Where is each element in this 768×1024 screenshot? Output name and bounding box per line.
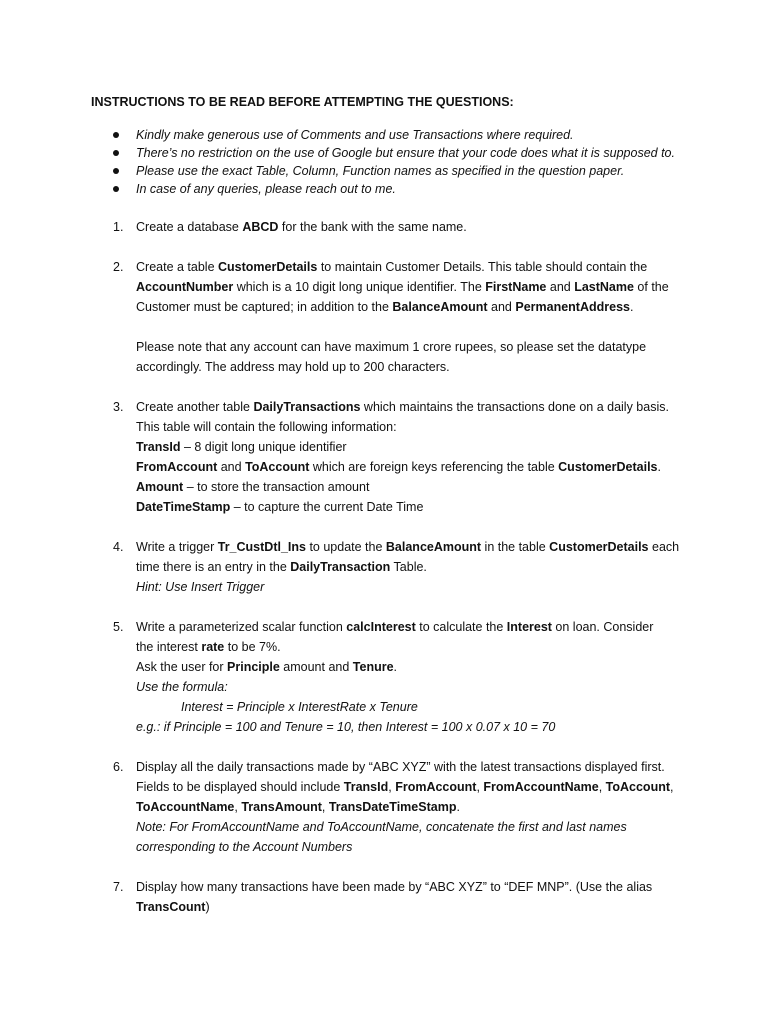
bullet-icon bbox=[113, 150, 119, 156]
question-note: accordingly. The address may hold up to 200 characters. bbox=[136, 360, 450, 374]
question-text: Fields to be displayed should include TransId, FromAccount, FromAccountName, ToAccount, bbox=[136, 780, 674, 794]
instructions-heading: INSTRUCTIONS TO BE READ BEFORE ATTEMPTING THE QUESTIONS: bbox=[91, 95, 514, 109]
instruction-item: Please use the exact Table, Column, Function names as specified in the question paper. bbox=[113, 162, 675, 180]
question-text: the interest rate to be 7%. bbox=[136, 640, 281, 654]
bullet-icon bbox=[113, 186, 119, 192]
question-number: 6. bbox=[113, 760, 124, 774]
question-note: Please note that any account can have maximum 1 crore rupees, so please set the datatype bbox=[136, 340, 647, 354]
field-spec: DateTimeStamp – to capture the current Date Time bbox=[136, 500, 424, 514]
question-text: time there is an entry in the DailyTransaction Table. bbox=[136, 560, 427, 574]
question-number: 3. bbox=[113, 400, 124, 414]
instructions-list bbox=[113, 126, 675, 198]
question-text: Display all the daily transactions made by “ABC XYZ” with the latest transactions displayed first. bbox=[136, 760, 665, 774]
field-spec: Amount – to store the transaction amount bbox=[136, 480, 370, 494]
instruction-item: There’s no restriction on the use of Google but ensure that your code does what it is supposed to. bbox=[113, 144, 675, 162]
bullet-icon bbox=[113, 168, 119, 174]
question-number: 4. bbox=[113, 540, 124, 554]
question-text: Ask the user for Principle amount and Tenure. bbox=[136, 660, 398, 674]
formula-example: e.g.: if Principle = 100 and Tenure = 10, then Interest = 100 x 0.07 x 10 = 70 bbox=[136, 720, 556, 734]
instruction-item: Kindly make generous use of Comments and use Transactions where required. bbox=[113, 126, 675, 144]
question-number: 2. bbox=[113, 260, 124, 274]
question-text: AccountNumber which is a 10 digit long unique identifier. The FirstName and LastName of the bbox=[136, 280, 669, 294]
question-text: ToAccountName, TransAmount, TransDateTimeStamp. bbox=[136, 800, 460, 814]
field-spec: FromAccount and ToAccount which are foreign keys referencing the table CustomerDetails. bbox=[136, 460, 661, 474]
question-text: Create a database ABCD for the bank with the same name. bbox=[136, 220, 467, 234]
formula-label: Use the formula: bbox=[136, 680, 228, 694]
question-text: Write a parameterized scalar function calcInterest to calculate the Interest on loan. Consider bbox=[136, 620, 654, 634]
question-text: TransCount) bbox=[136, 900, 210, 914]
question-text: This table will contain the following information: bbox=[136, 420, 397, 434]
note-text: Note: For FromAccountName and ToAccountName, concatenate the first and last names bbox=[136, 820, 627, 834]
note-text: corresponding to the Account Numbers bbox=[136, 840, 353, 854]
instruction-item: In case of any queries, please reach out to me. bbox=[113, 180, 675, 198]
question-text: Write a trigger Tr_CustDtl_Ins to update the BalanceAmount in the table CustomerDetails each bbox=[136, 540, 680, 554]
field-spec: TransId – 8 digit long unique identifier bbox=[136, 440, 347, 454]
question-text: Create a table CustomerDetails to maintain Customer Details. This table should contain the bbox=[136, 260, 648, 274]
question-number: 5. bbox=[113, 620, 124, 634]
question-text: Display how many transactions have been made by “ABC XYZ” to “DEF MNP”. (Use the alias bbox=[136, 880, 653, 894]
question-text: Create another table DailyTransactions which maintains the transactions done on a daily basis. bbox=[136, 400, 669, 414]
question-number: 7. bbox=[113, 880, 124, 894]
bullet-icon bbox=[113, 132, 119, 138]
question-text: Customer must be captured; in addition to the BalanceAmount and PermanentAddress. bbox=[136, 300, 634, 314]
hint-text: Hint: Use Insert Trigger bbox=[136, 580, 265, 594]
formula: Interest = Principle x InterestRate x Tenure bbox=[181, 700, 418, 714]
question-number: 1. bbox=[113, 220, 124, 234]
